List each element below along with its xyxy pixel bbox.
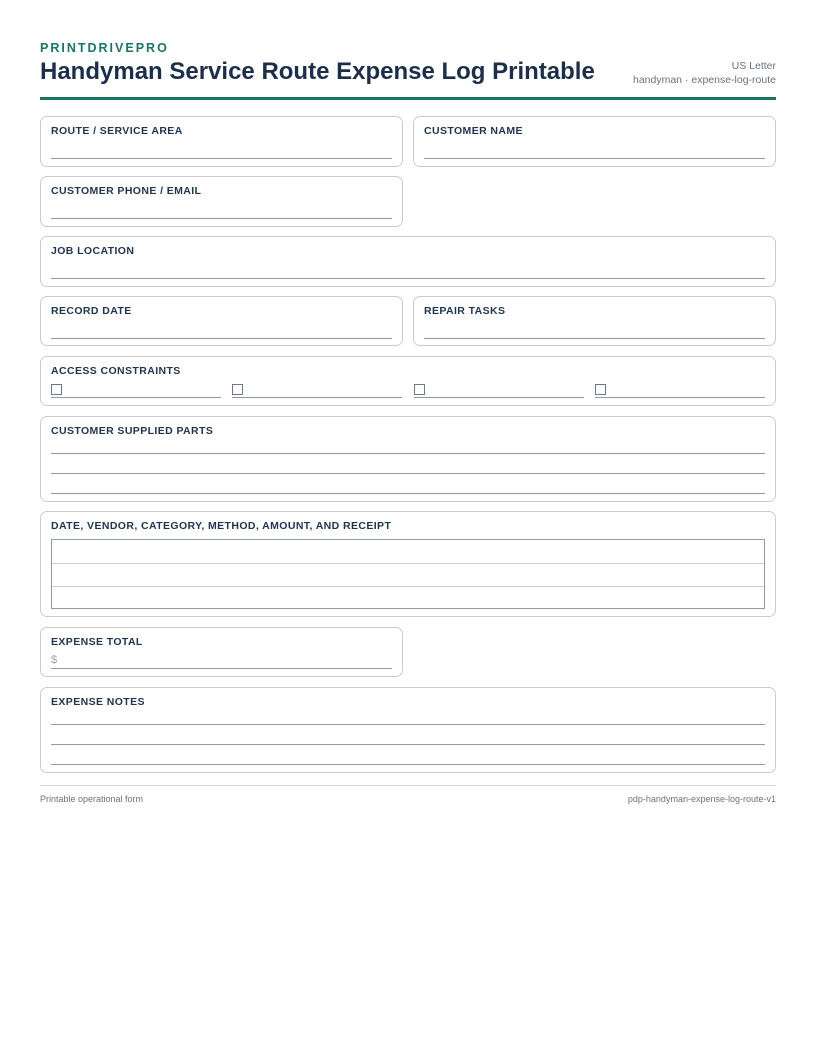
customer-supplied-parts-line-1[interactable]	[51, 453, 765, 454]
expense-table-row-3[interactable]	[52, 587, 764, 608]
customer-supplied-parts-line-3[interactable]	[51, 493, 765, 494]
expense-total-writing-line[interactable]	[51, 668, 392, 669]
paper-size-label: US Letter	[731, 60, 776, 72]
access-constraint-line-2[interactable]	[232, 397, 402, 398]
expense-notes-line-3[interactable]	[51, 764, 765, 765]
customer-name-writing-line[interactable]	[424, 158, 765, 159]
job-location-field[interactable]	[40, 236, 776, 287]
access-constraint-checkbox-3[interactable]	[414, 384, 425, 395]
access-constraints-label: ACCESS CONSTRAINTS	[51, 365, 181, 377]
customer-phone-email-writing-line[interactable]	[51, 218, 392, 219]
page-title: Handyman Service Route Expense Log Printable	[40, 58, 595, 85]
access-constraints-field	[40, 356, 776, 406]
expense-table-field	[40, 511, 776, 617]
record-date-label: RECORD DATE	[51, 305, 132, 317]
customer-name-field[interactable]	[413, 116, 776, 167]
access-constraint-line-1[interactable]	[51, 397, 221, 398]
currency-symbol: $	[51, 654, 58, 666]
tags-label: handyman · expense-log-route	[632, 74, 776, 86]
customer-name-label: CUSTOMER NAME	[424, 125, 523, 137]
expense-total-label: EXPENSE TOTAL	[51, 636, 143, 648]
customer-phone-email-label: CUSTOMER PHONE / EMAIL	[51, 185, 202, 197]
access-constraint-checkbox-1[interactable]	[51, 384, 62, 395]
access-constraint-checkbox-2[interactable]	[232, 384, 243, 395]
access-constraint-checkbox-4[interactable]	[595, 384, 606, 395]
expense-total-field[interactable]	[40, 627, 403, 677]
expense-notes-line-1[interactable]	[51, 724, 765, 725]
record-date-field[interactable]	[40, 296, 403, 346]
brand-logo-text: PRINTDRIVEPRO	[40, 41, 169, 55]
expense-notes-line-2[interactable]	[51, 744, 765, 745]
expense-table-row-1[interactable]	[52, 540, 764, 563]
access-constraint-line-3[interactable]	[414, 397, 584, 398]
expense-notes-field[interactable]	[40, 687, 776, 773]
route-service-area-writing-line[interactable]	[51, 158, 392, 159]
expense-notes-label: EXPENSE NOTES	[51, 696, 145, 708]
job-location-writing-line[interactable]	[51, 278, 765, 279]
route-service-area-field[interactable]	[40, 116, 403, 167]
job-location-label: JOB LOCATION	[51, 245, 135, 257]
customer-supplied-parts-label: CUSTOMER SUPPLIED PARTS	[51, 425, 214, 437]
record-date-writing-line[interactable]	[51, 338, 392, 339]
repair-tasks-field[interactable]	[413, 296, 776, 346]
access-constraint-line-4[interactable]	[595, 397, 765, 398]
header-divider	[40, 97, 776, 100]
footer-form-id: pdp-handyman-expense-log-route-v1	[627, 794, 776, 804]
footer-description: Printable operational form	[40, 794, 144, 804]
repair-tasks-writing-line[interactable]	[424, 338, 765, 339]
customer-supplied-parts-line-2[interactable]	[51, 473, 765, 474]
page-meta	[633, 59, 776, 87]
footer-divider	[40, 785, 776, 786]
repair-tasks-label: REPAIR TASKS	[424, 305, 506, 317]
customer-supplied-parts-field[interactable]	[40, 416, 776, 502]
expense-table-label: DATE, VENDOR, CATEGORY, METHOD, AMOUNT, AND RECEIPT	[51, 520, 392, 532]
route-service-area-label: ROUTE / SERVICE AREA	[51, 125, 183, 137]
expense-table	[51, 539, 765, 609]
customer-phone-email-field[interactable]	[40, 176, 403, 227]
expense-table-row-2[interactable]	[52, 564, 764, 586]
